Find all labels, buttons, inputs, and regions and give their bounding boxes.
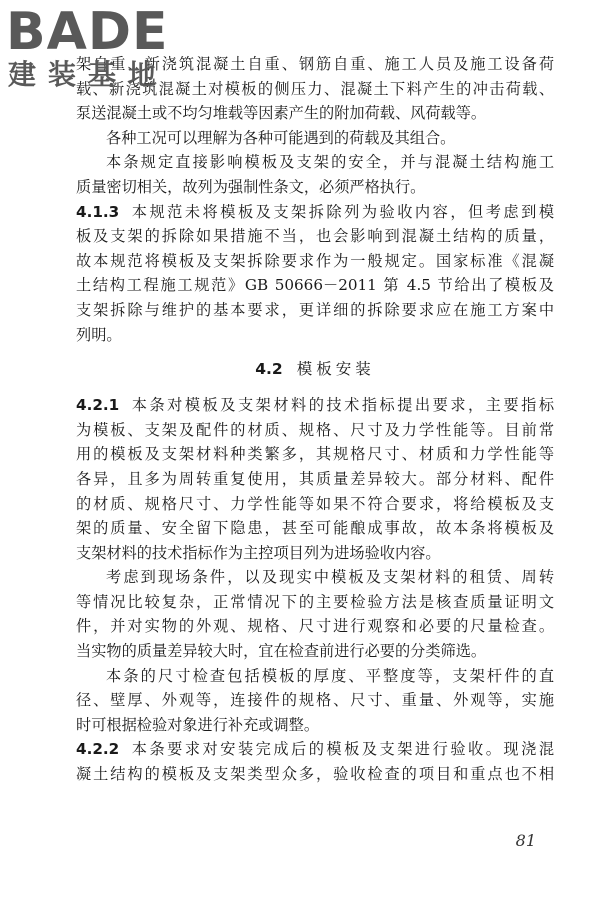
clause-line [76,737,554,762]
line-text: 径、壁厚、外观等，连接件的规格、尺寸、重量、外观等，实施 [76,691,554,710]
clause-line [76,273,554,298]
line-text: 泵送混凝土或不均匀堆载等因素产生的附加荷载、风荷载等。 [76,104,487,123]
clause-line [76,762,554,787]
line-text: 用的模板及支架材料种类繁多，其规格尺寸、材质和力学性能等 [76,445,554,464]
line-text: 件，并对实物的外观、规格、尺寸进行观察和必要的尺量检查。 [76,617,554,636]
line-text: 板及支架的拆除如果措施不当，也会影响到混凝土结构的质量， [76,227,554,246]
line-text: 本条要求对安装完成后的模板及支架进行验收。现浇混 [129,740,554,759]
clause-line [76,467,554,492]
line-text: 本条规定直接影响模板及支架的安全，并与混凝土结构施工 [106,153,554,172]
line-text: 本条对模板及支架材料的技术指标提出要求，主要指标 [129,396,554,415]
clause-line [76,249,554,274]
paragraph-line [76,101,554,126]
paragraph-line [76,639,554,664]
line-text: 时可根据检验对象进行补充或调整。 [76,715,319,734]
line-text: 架自重、新浇筑混凝土自重、钢筋自重、施工人员及施工设备荷 [76,55,554,73]
line-text: 的材质、规格尺寸、力学性能等如果不符合要求，将给模板及支 [76,494,554,513]
line-text: 土结构工程施工规范》GB 50666－2011 第 4.5 节给出了模板及 [76,276,554,295]
paragraph-line [76,688,554,713]
page-number: 81 [515,831,536,850]
line-text: 考虑到现场条件，以及现实中模板及支架材料的租赁、周转 [106,568,554,587]
clause-line [76,516,554,541]
section-heading [76,357,554,381]
paragraph-line [76,713,554,738]
clause-line [76,224,554,249]
logo-mark: BADE [6,2,169,62]
clause-line [76,541,554,566]
clause-line [76,298,554,323]
paragraph-line [76,150,554,175]
line-text: 各种工况可以理解为各种可能遇到的荷载及其组合。 [106,128,456,147]
line-text: 本规范未将模板及支架拆除列为验收内容，但考虑到模 [129,202,554,221]
clause-number: 4.2.1 [76,396,120,415]
paragraph-line [76,565,554,590]
line-text: 凝土结构的模板及支架类型众多，验收检查的项目和重点也不相 [76,765,554,784]
line-text: 当实物的质量差异较大时，宜在检查前进行必要的分类筛选。 [76,642,487,661]
clause-number: 4.1.3 [76,202,120,221]
paragraph-line [76,126,554,151]
line-text: 本条的尺寸检查包括模板的厚度、平整度等，支架杆件的直 [106,666,554,685]
paragraph-line [76,614,554,639]
line-text: 支架拆除与维护的基本要求，更详细的拆除要求应在施工方案中 [76,300,554,319]
document-page [76,52,554,787]
clause-line [76,200,554,225]
bade-logo [6,2,196,96]
section-title: 模板安装 [296,360,375,379]
line-text: 故本规范将模板及支架拆除要求作为一般规定。国家标准《混凝 [76,251,554,270]
clause-line [76,418,554,443]
line-text: 架的质量、安全留下隐患，甚至可能酿成事故，故本条将模板及 [76,519,554,538]
line-text: 列明。 [76,325,122,344]
line-text: 载、新浇筑混凝土对模板的侧压力、混凝土下料产生的冲击荷载、 [76,79,554,98]
line-text: 各异，且多为周转重复使用，其质量差异较大。部分材料、配件 [76,469,554,488]
paragraph-line [76,175,554,200]
line-text: 质量密切相关，故列为强制性条文，必须严格执行。 [76,177,426,196]
clause-line [76,393,554,418]
clause-line [76,492,554,517]
clause-number: 4.2.2 [76,740,120,759]
clause-line [76,442,554,467]
line-text: 支架材料的技术指标作为主控项目列为进场验收内容。 [76,543,441,562]
paragraph-line [76,590,554,615]
paragraph-line [76,664,554,689]
section-number: 4.2 [255,360,283,379]
line-text: 为模板、支架及配件的材质、规格、尺寸及力学性能等。目前常 [76,420,554,439]
clause-line [76,323,554,348]
logo-subtitle: 建装基地 [8,58,169,91]
line-text: 等情况比较复杂，正常情况下的主要检验方法是核查质量证明文 [76,592,554,611]
